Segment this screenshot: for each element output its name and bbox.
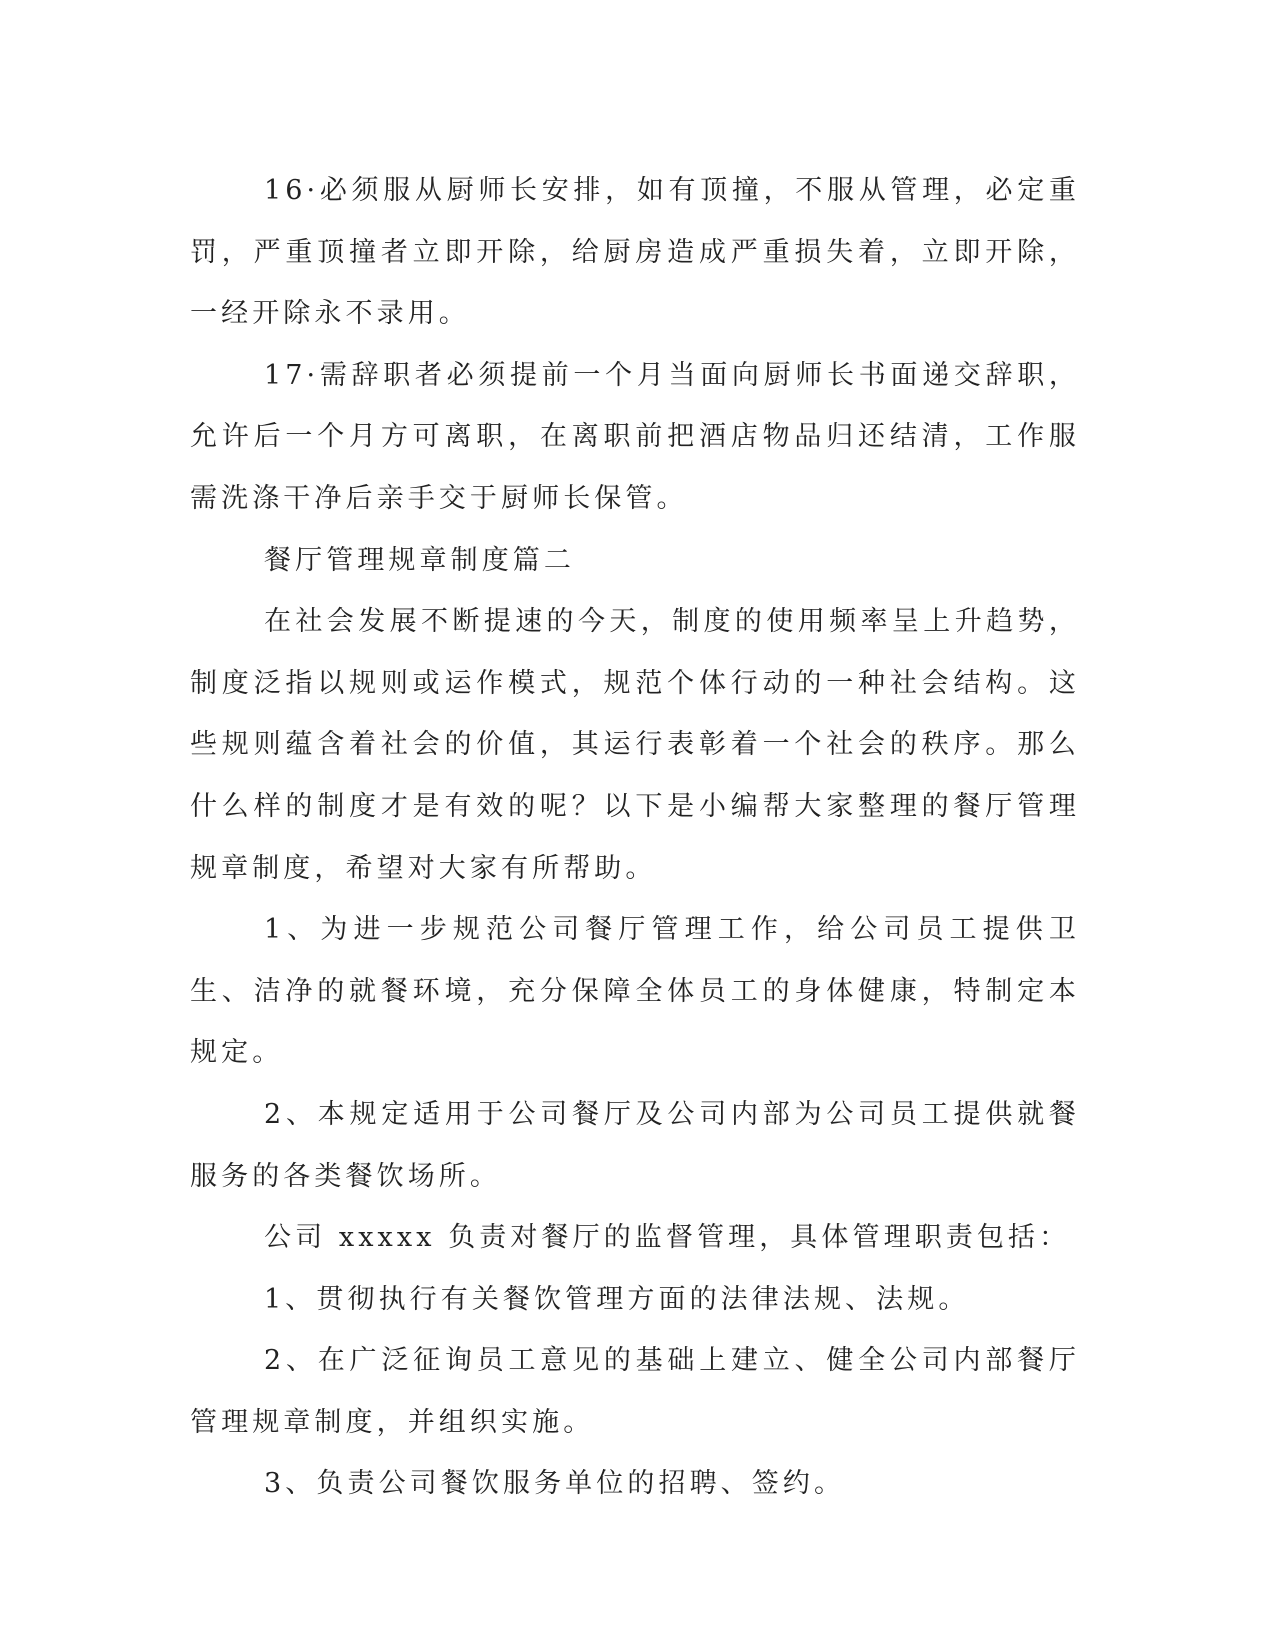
paragraph-intro: 在社会发展不断提速的今天，制度的使用频率呈上升趋势，制度泛指以规则或运作模式，规范个体行动的一种社会结构。这些规则蕴含着社会的价值，其运行表彰着一个社会的秩序。那么什么样的制度才是有效的呢？以下是小编帮大家整理的餐厅管理规章制度，希望对大家有所帮助。	[190, 606, 1080, 884]
paragraph-responsibility-intro: 公司 xxxxx 负责对餐厅的监督管理，具体管理职责包括：	[264, 1222, 1071, 1254]
paragraph-rule-16: 16·必须服从厨师长安排，如有顶撞，不服从管理，必定重罚，严重顶撞者立即开除，给厨房造成严重损失着，立即开除，一经开除永不录用。	[190, 175, 1080, 330]
paragraph-duty-3: 3、负责公司餐饮服务单位的招聘、签约。	[264, 1468, 846, 1500]
paragraph-duty-2: 2、在广泛征询员工意见的基础上建立、健全公司内部餐厅管理规章制度，并组织实施。	[190, 1345, 1080, 1438]
paragraph-item-2: 2、本规定适用于公司餐厅及公司内部为公司员工提供就餐服务的各类餐饮场所。	[190, 1098, 1080, 1192]
paragraph-item-1: 1、为进一步规范公司餐厅管理工作，给公司员工提供卫生、洁净的就餐环境，充分保障全体员工的身体健康，特制定本规定。	[190, 914, 1080, 1069]
paragraph-rule-17: 17·需辞职者必须提前一个月当面向厨师长书面递交辞职，允许后一个月方可离职，在离职前把酒店物品归还结清，工作服需洗涤干净后亲手交于厨师长保管。	[190, 359, 1080, 514]
section-heading: 餐厅管理规章制度篇二	[264, 544, 575, 576]
paragraph-duty-1: 1、贯彻执行有关餐饮管理方面的法律法规、法规。	[264, 1283, 970, 1315]
document-body	[190, 160, 1080, 1515]
